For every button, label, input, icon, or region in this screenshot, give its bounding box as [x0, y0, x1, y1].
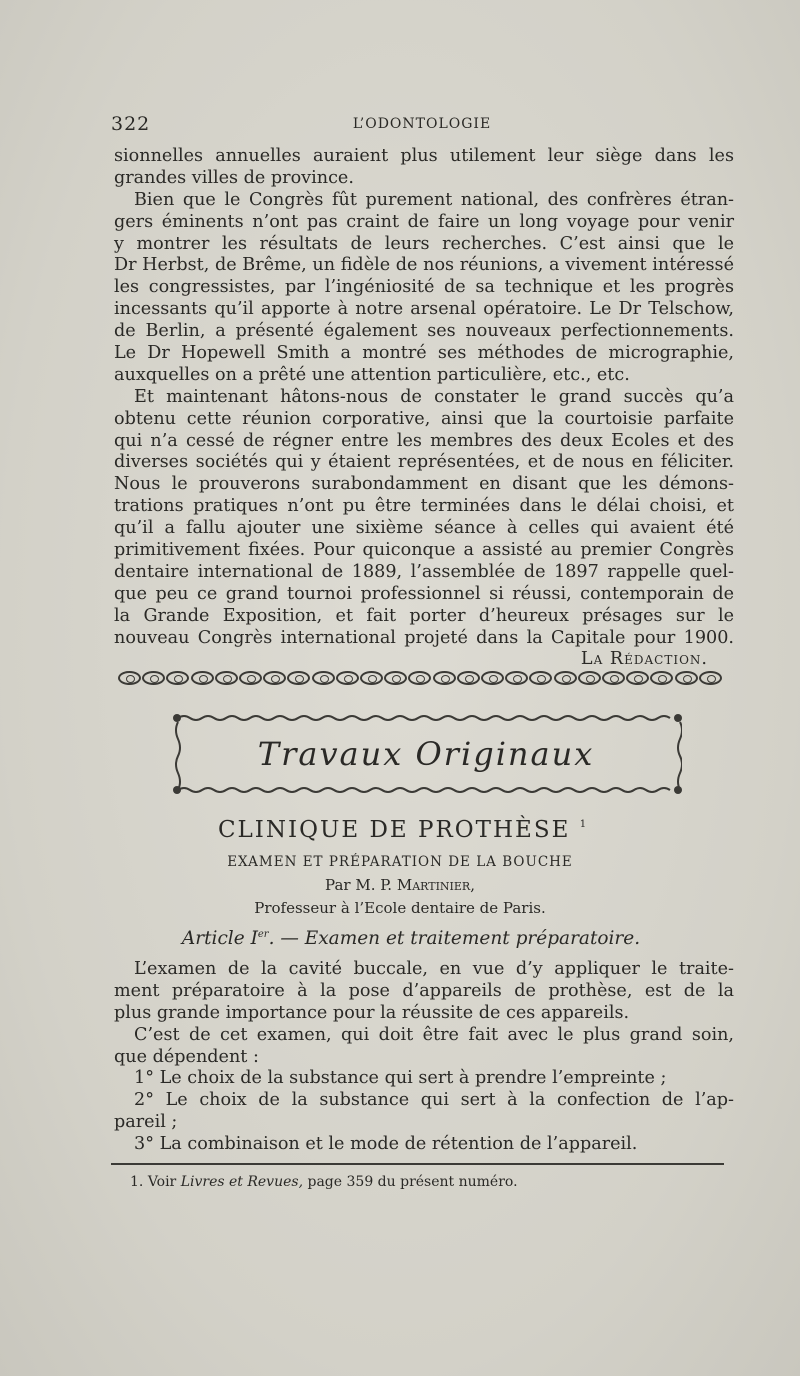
ornament-knot-icon: [312, 671, 335, 685]
text-line: primitivement fixées. Pour quiconque a assisté au premier Congrès: [114, 540, 734, 561]
ornament-knot-icon: [263, 671, 286, 685]
ornament-knot-icon: [699, 671, 722, 685]
heading-prefix: Article: [181, 928, 245, 949]
text-line: 2° Le choix de la substance qui sert à la confection de l’ap-: [134, 1090, 734, 1111]
text-line: trations pratiques n’ont pu être terminées dans le délai choisi, et: [114, 496, 734, 517]
heading-rest: . — Examen et traitement préparatoire.: [268, 928, 641, 949]
text-line: L’examen de la cavité buccale, en vue d’y appliquer le traite-: [134, 959, 734, 979]
heading-sup: er: [257, 929, 269, 940]
ornament-knot-icon: [529, 671, 552, 685]
article-body: [114, 959, 734, 1156]
text-line: que peu ce grand tournoi professionnel si réussi, contemporain de: [114, 583, 734, 604]
text-line: grandes villes de province.: [114, 167, 354, 188]
ornament-knot-icon: [650, 671, 673, 685]
text-line: nouveau Congrès international projeté dans la Capitale pour 1900.: [114, 627, 734, 648]
article-section-heading: [0, 928, 800, 949]
text-line: auxquelles on a prêté une attention particulière, etc., etc.: [114, 364, 630, 385]
ornament-knot-icon: [505, 671, 528, 685]
ornament-knot-icon: [360, 671, 383, 685]
footnote-number: 1.: [130, 1174, 144, 1190]
text-line: plus grande importance pour la réussite de ces appareils.: [114, 1002, 630, 1023]
ornament-knot-icon: [675, 671, 698, 685]
page-number: 322: [111, 113, 151, 135]
footnote-prefix: Voir: [147, 1174, 177, 1190]
text-line: que dépendent :: [114, 1046, 259, 1067]
text-line: Et maintenant hâtons-nous de constater le grand succès qu’a: [134, 386, 734, 407]
heading-number: I: [250, 928, 258, 949]
text-line: les congressistes, par l’ingéniosité de sa technique et les progrès: [114, 277, 734, 298]
author-line: [0, 876, 800, 894]
ornament-knot-icon: [239, 671, 262, 685]
text-line: Bien que le Congrès fût purement national, des confrères étran-: [134, 189, 734, 210]
text-line: de Berlin, a présenté également ses nouveaux perfectionnements.: [114, 321, 734, 342]
signature-line: [114, 649, 734, 671]
ornament-knot-icon: [578, 671, 601, 685]
ornament-knot-icon: [481, 671, 504, 685]
article-subtitle: EXAMEN ET PRÉPARATION DE LA BOUCHE: [227, 854, 573, 870]
ornament-knot-icon: [626, 671, 649, 685]
author-prefix: Par: [325, 876, 351, 894]
ornament-knot-icon: [457, 671, 480, 685]
text-line: y montrer les résultats de leurs recherches. C’est ainsi que le: [114, 233, 734, 254]
ornament-knot-icon: [336, 671, 359, 685]
text-line: obtenu cette réunion corporative, ainsi que la courtoisie parfaite: [114, 408, 734, 429]
text-line: Nous le prouverons surabondamment en disant que les démons-: [114, 474, 734, 495]
ornament-knot-icon: [554, 671, 577, 685]
banner-title: Travaux Originaux: [257, 735, 595, 773]
ornament-divider: [118, 671, 722, 689]
footnote: [130, 1174, 518, 1190]
ornament-knot-icon: [602, 671, 625, 685]
upper-text-block: [114, 146, 734, 671]
article-title: [0, 817, 800, 843]
signature: La Rédaction.: [580, 649, 708, 670]
text-line: dentaire international de 1889, l’assemblée de 1897 rappelle quel-: [114, 561, 734, 582]
ornament-knot-icon: [384, 671, 407, 685]
text-line: pareil ;: [114, 1112, 178, 1133]
text-line: qui n’a cessé de régner entre les membres des deux Ecoles et des: [114, 430, 734, 451]
footnote-rest: page 359 du présent numéro.: [307, 1174, 518, 1190]
ornament-knot-icon: [166, 671, 189, 685]
footnote-divider: [111, 1163, 724, 1165]
ornament-knot-icon: [118, 671, 141, 685]
running-title: L’ODONTOLOGIE: [352, 116, 492, 132]
ornament-knot-icon: [215, 671, 238, 685]
article-title-text: CLINIQUE DE PROTHÈSE: [217, 817, 571, 843]
ornament-knot-icon: [433, 671, 456, 685]
ornament-knot-icon: [408, 671, 431, 685]
ornament-knot-icon: [287, 671, 310, 685]
text-line: sionnelles annuelles auraient plus utilement leur siège dans les: [114, 146, 734, 166]
section-banner: [170, 706, 682, 802]
text-line: ment préparatoire à la pose d’appareils de prothèse, est de la: [114, 980, 734, 1001]
text-line: C’est de cet examen, qui doit être fait avec le plus grand soin,: [134, 1024, 734, 1045]
text-line: diverses sociétés qui y étaient représentées, et de nous en féliciter.: [114, 452, 734, 473]
text-line: incessants qu’il apporte à notre arsenal opératoire. Le Dr Telschow,: [114, 299, 734, 320]
text-line: la Grande Exposition, et fait porter d’heureux présages sur le: [114, 605, 734, 626]
text-line: gers éminents n’ont pas craint de faire un long voyage pour venir: [114, 211, 734, 232]
text-line: qu’il a fallu ajouter une sixième séance à celles qui avaient été: [114, 518, 734, 539]
author-affiliation: Professeur à l’Ecole dentaire de Paris.: [254, 899, 546, 917]
footnote-mark: 1: [579, 819, 589, 830]
text-line: Dr Herbst, de Brême, un fidèle de nos réunions, a vivement intéressé: [114, 255, 734, 276]
text-line: 1° Le choix de la substance qui sert à prendre l’empreinte ;: [134, 1068, 667, 1089]
ornament-knot-icon: [191, 671, 214, 685]
author-name: M. P. Martinier,: [355, 876, 475, 894]
text-line: Le Dr Hopewell Smith a montré ses méthodes de micrographie,: [114, 343, 734, 364]
footnote-reference: Livres et Revues,: [180, 1174, 304, 1190]
text-line: 3° La combinaison et le mode de rétention de l’appareil.: [134, 1134, 638, 1155]
page-header: [111, 113, 733, 137]
ornament-knot-icon: [142, 671, 165, 685]
